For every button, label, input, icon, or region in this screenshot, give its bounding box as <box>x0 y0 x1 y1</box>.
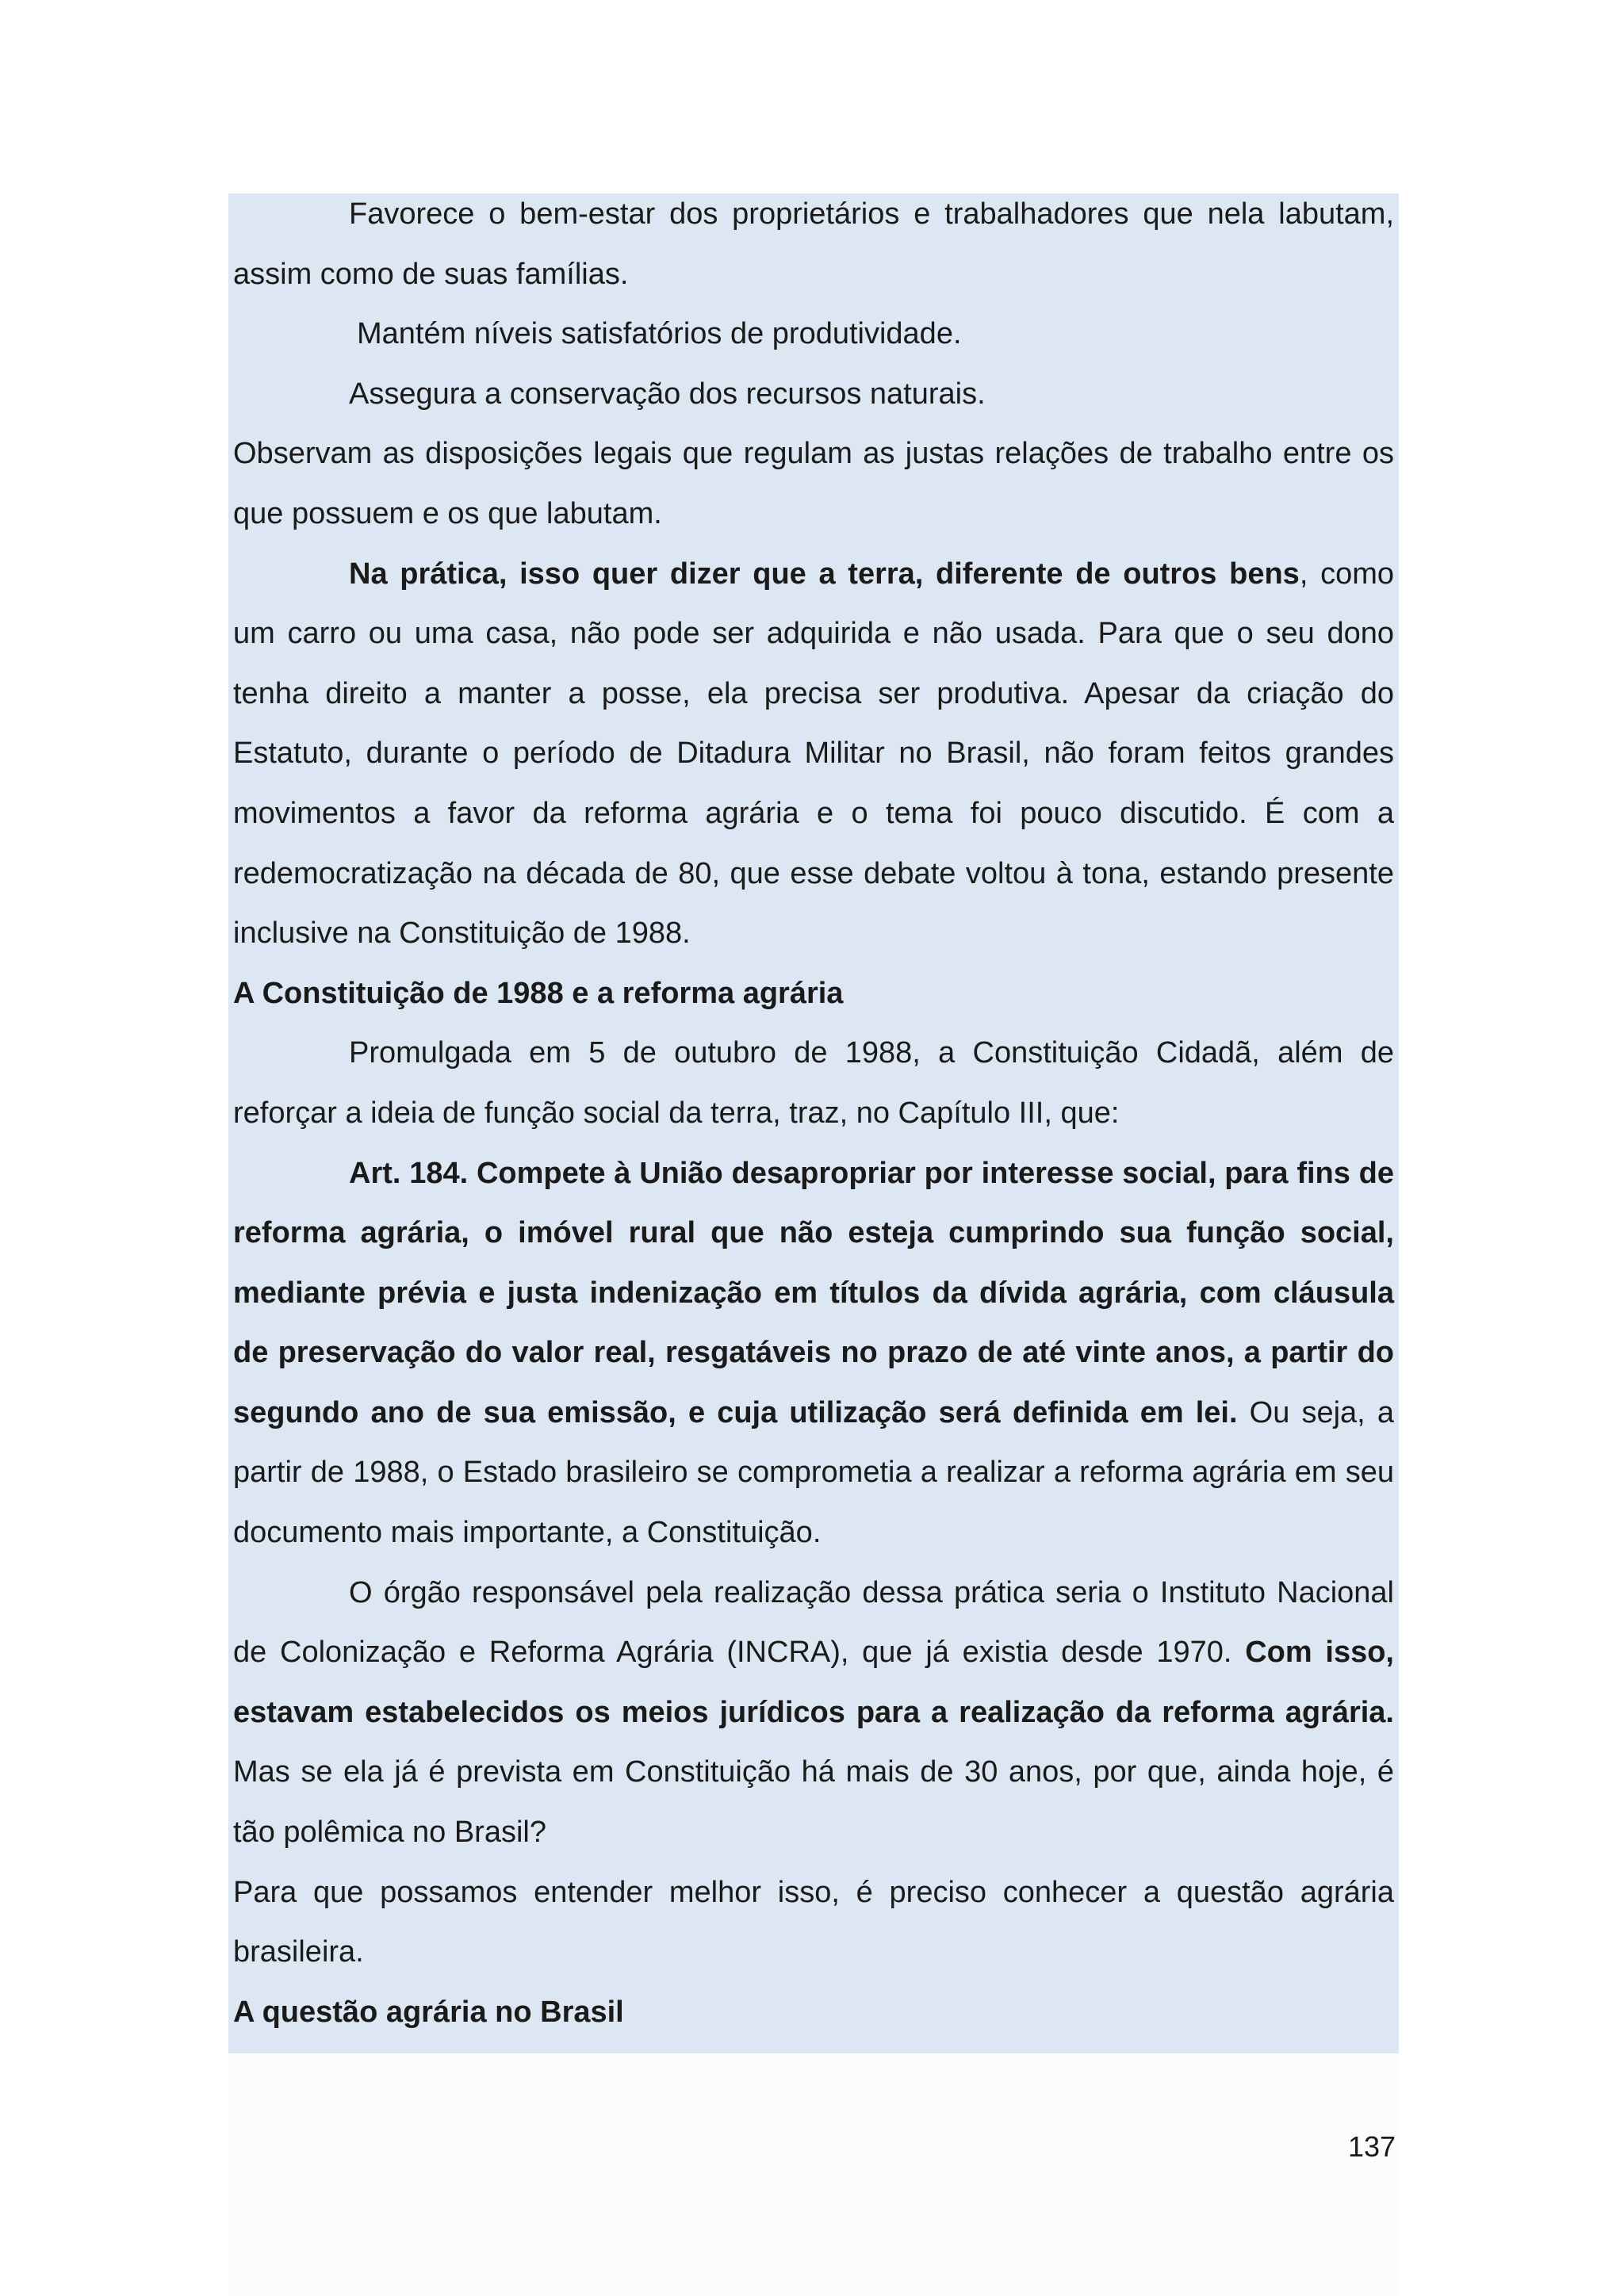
paragraph-in-practice-rest: , como um carro ou uma casa, não pode ser adquirida e não usada. Para que o seu dono tenha direito a manter a posse, ela precisa ser produtiva. Apesar da criação do Estatuto, durante o período de Ditadura Militar no Brasil, não foram feitos grandes movimentos a favor da reforma agrária e o tema foi pouco discutido. É com a redemocratização na década de 80, que esse debate voltou à tona, estando presente inclusive na Constituição de 1988. <box>233 557 1394 951</box>
paragraph-agrarian-question-intro: Para que possamos entender melhor isso, é preciso conhecer a questão agrária brasileira. <box>233 1875 1394 1969</box>
paragraph-incra <box>233 1563 1394 1863</box>
paragraph-incra-start: O órgão responsável pela realização dessa prática seria o Instituto Nacional de Colonização e Reforma Agrária (INCRA), que já existia desde 1970. <box>233 1575 1394 1670</box>
article-184-comment: Ou seja, a partir de 1988, o Estado brasileiro se comprometia a realizar a reforma agrária em seu documento mais importante, a Constituição. <box>233 1395 1394 1550</box>
paragraph-promulgated: Promulgada em 5 de outubro de 1988, a Constituição Cidadã, além de reforçar a ideia de função social da terra, traz, no Capítulo III, que: <box>233 1036 1394 1130</box>
page-number: 137 <box>1348 2130 1396 2163</box>
page-body <box>233 185 1394 2042</box>
paragraph-labor-relations: Observam as disposições legais que regulam as justas relações de trabalho entre os que possuem e os que labutam. <box>233 437 1394 530</box>
paragraph-in-practice-bold: Na prática, isso quer dizer que a terra, diferente de outros bens <box>349 557 1300 591</box>
paragraph-in-practice <box>233 545 1394 964</box>
paragraph-article-184 <box>233 1144 1394 1563</box>
paragraph-incra-rest: Mas se ela já é prevista em Constituição há mais de 30 anos, por que, ainda hoje, é tão polêmica no Brasil? <box>233 1755 1394 1850</box>
paragraph-productivity: Mantém níveis satisfatórios de produtividade. <box>357 317 962 351</box>
footer-tint <box>228 2055 1399 2296</box>
paragraph-conservation: Assegura a conservação dos recursos naturais. <box>349 377 986 411</box>
section-heading-agrarian-question: A questão agrária no Brasil <box>233 1995 624 2029</box>
paragraph-wellbeing: Favorece o bem-estar dos proprietários e trabalhadores que nela labutam, assim como de suas famílias. <box>233 197 1394 291</box>
article-184-quote: Art. 184. Compete à União desapropriar por interesse social, para fins de reforma agrária, o imóvel rural que não esteja cumprindo sua função social, mediante prévia e justa indenização em títulos da dívida agrária, com cláusula de preservação do valor real, resgatáveis no prazo de até vinte anos, a partir do segundo ano de sua emissão, e cuja utilização será definida em lei. <box>233 1156 1394 1429</box>
section-heading-constitution: A Constituição de 1988 e a reforma agrária <box>233 976 844 1010</box>
paragraph-incra-bold: Com isso, estavam estabelecidos os meios jurídicos para a realização da reforma agrária. <box>233 1636 1394 1729</box>
